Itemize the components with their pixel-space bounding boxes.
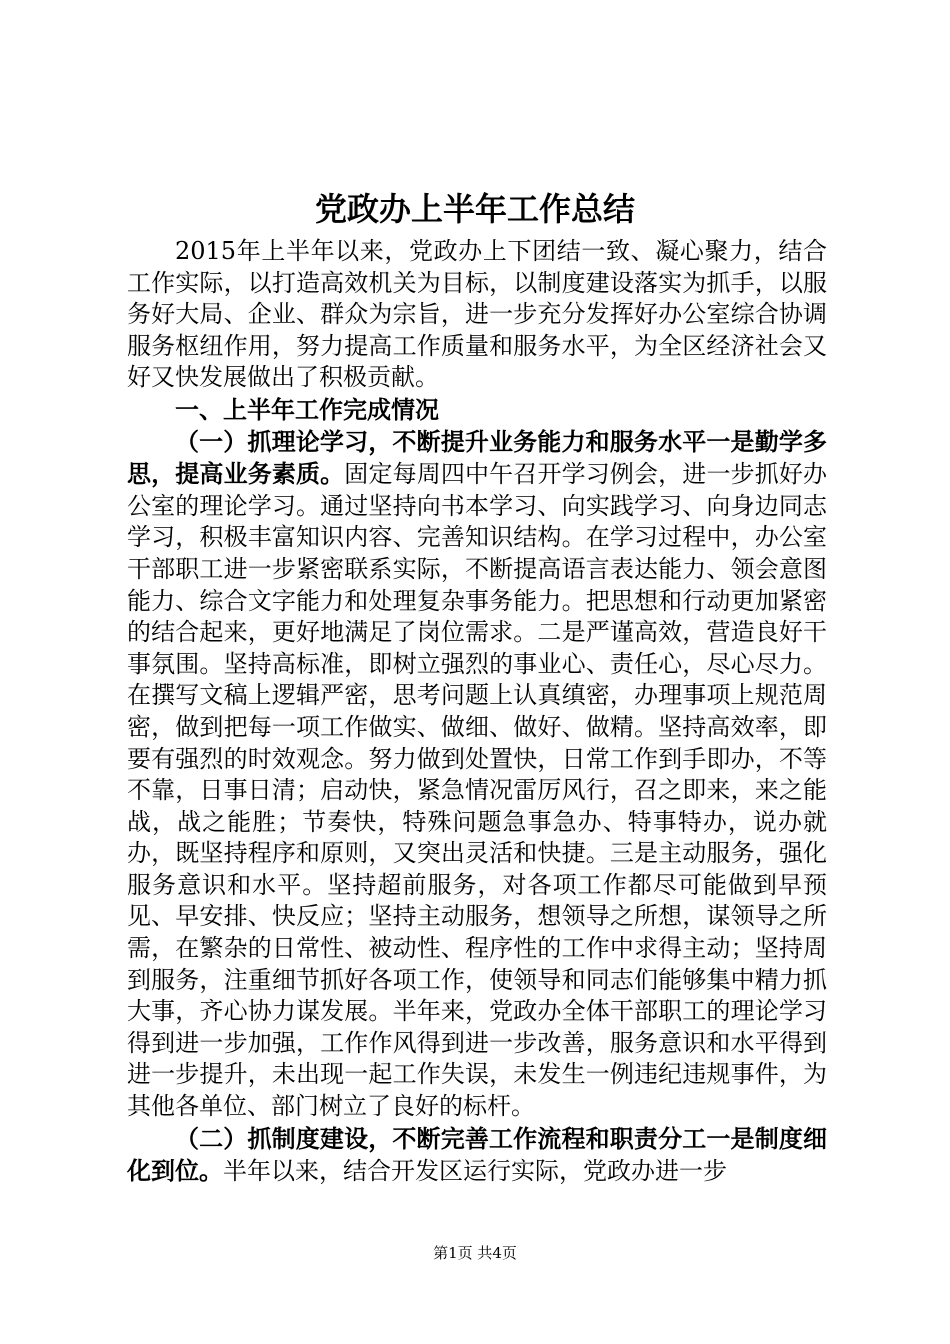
section-heading: 一、上半年工作完成情况 [175, 394, 439, 424]
document-body [127, 236, 827, 1188]
subsection-1-heading: （一）抓理论学习，不断提升业务能力和服务水平一是勤学多思，提高业务素质。 [127, 426, 827, 489]
subsection-1-text: 固定每周四中午召开学习例会，进一步抓好办公室的理论学习。通过坚持向书本学习、向实践学习、向身边同志学习，积极丰富知识内容、完善知识结构。在学习过程中，办公室干部职工进一步紧密联系实际，不断提高语言表达能力、领会意图能力、综合文字能力和处理复杂事务能力。把思想和行动更加紧密的结合起来，更好地满足了岗位需求。二是严谨高效，营造良好干事氛围。坚持高标准，即树立强烈的事业心、责任心，尽心尽力。在撰写文稿上逻辑严密，思考问题上认真缜密，办理事项上规范周密，做到把每一项工作做实、做细、做好、做精。坚持高效率，即要有强烈的时效观念。努力做到处置快，日常工作到手即办，不等不靠，日事日清；启动快，紧急情况雷厉风行，召之即来，来之能战，战之能胜；节奏快，特殊问题急事急办、特事特办，说办就办，既坚持程序和原则，又突出灵活和快捷。三是主动服务，强化服务意识和水平。坚持超前服务，对各项工作都尽可能做到早预见、早安排、快反应；坚持主动服务，想领导之所想，谋领导之所需，在繁杂的日常性、被动性、程序性的工作中求得主动；坚持周到服务，注重细节抓好各项工作，使领导和同志们能够集中精力抓大事，齐心协力谋发展。半年来，党政办全体干部职工的理论学习得到进一步加强，工作作风得到进一步改善，服务意识和水平得到进一步提升，未出现一起工作失误，未发生一例违纪违规事件，为其他各单位、部门树立了良好的标杆。 [127, 460, 828, 1121]
page-number-footer: 第1页 共4页 [433, 1244, 517, 1262]
subsection-2-heading: （二）抓制度建设，不断完善工作流程和职责分工一是制度细化到位。 [127, 1123, 827, 1186]
subsection-1-paragraph [127, 426, 827, 1123]
subsection-2-paragraph [127, 1123, 827, 1188]
document-title: 党政办上半年工作总结 [314, 190, 635, 228]
subsection-2-text: 半年以来，结合开发区运行实际，党政办进一步 [223, 1157, 727, 1186]
intro-paragraph: 2015年上半年以来，党政办上下团结一致、凝心聚力，结合工作实际，以打造高效机关为目标，以制度建设落实为抓手，以服务好大局、企业、群众为宗旨，进一步充分发挥好办公室综合协调服务枢纽作用，努力提高工作质量和服务水平，为全区经济社会又好又快发展做出了积极贡献。 [127, 237, 827, 392]
